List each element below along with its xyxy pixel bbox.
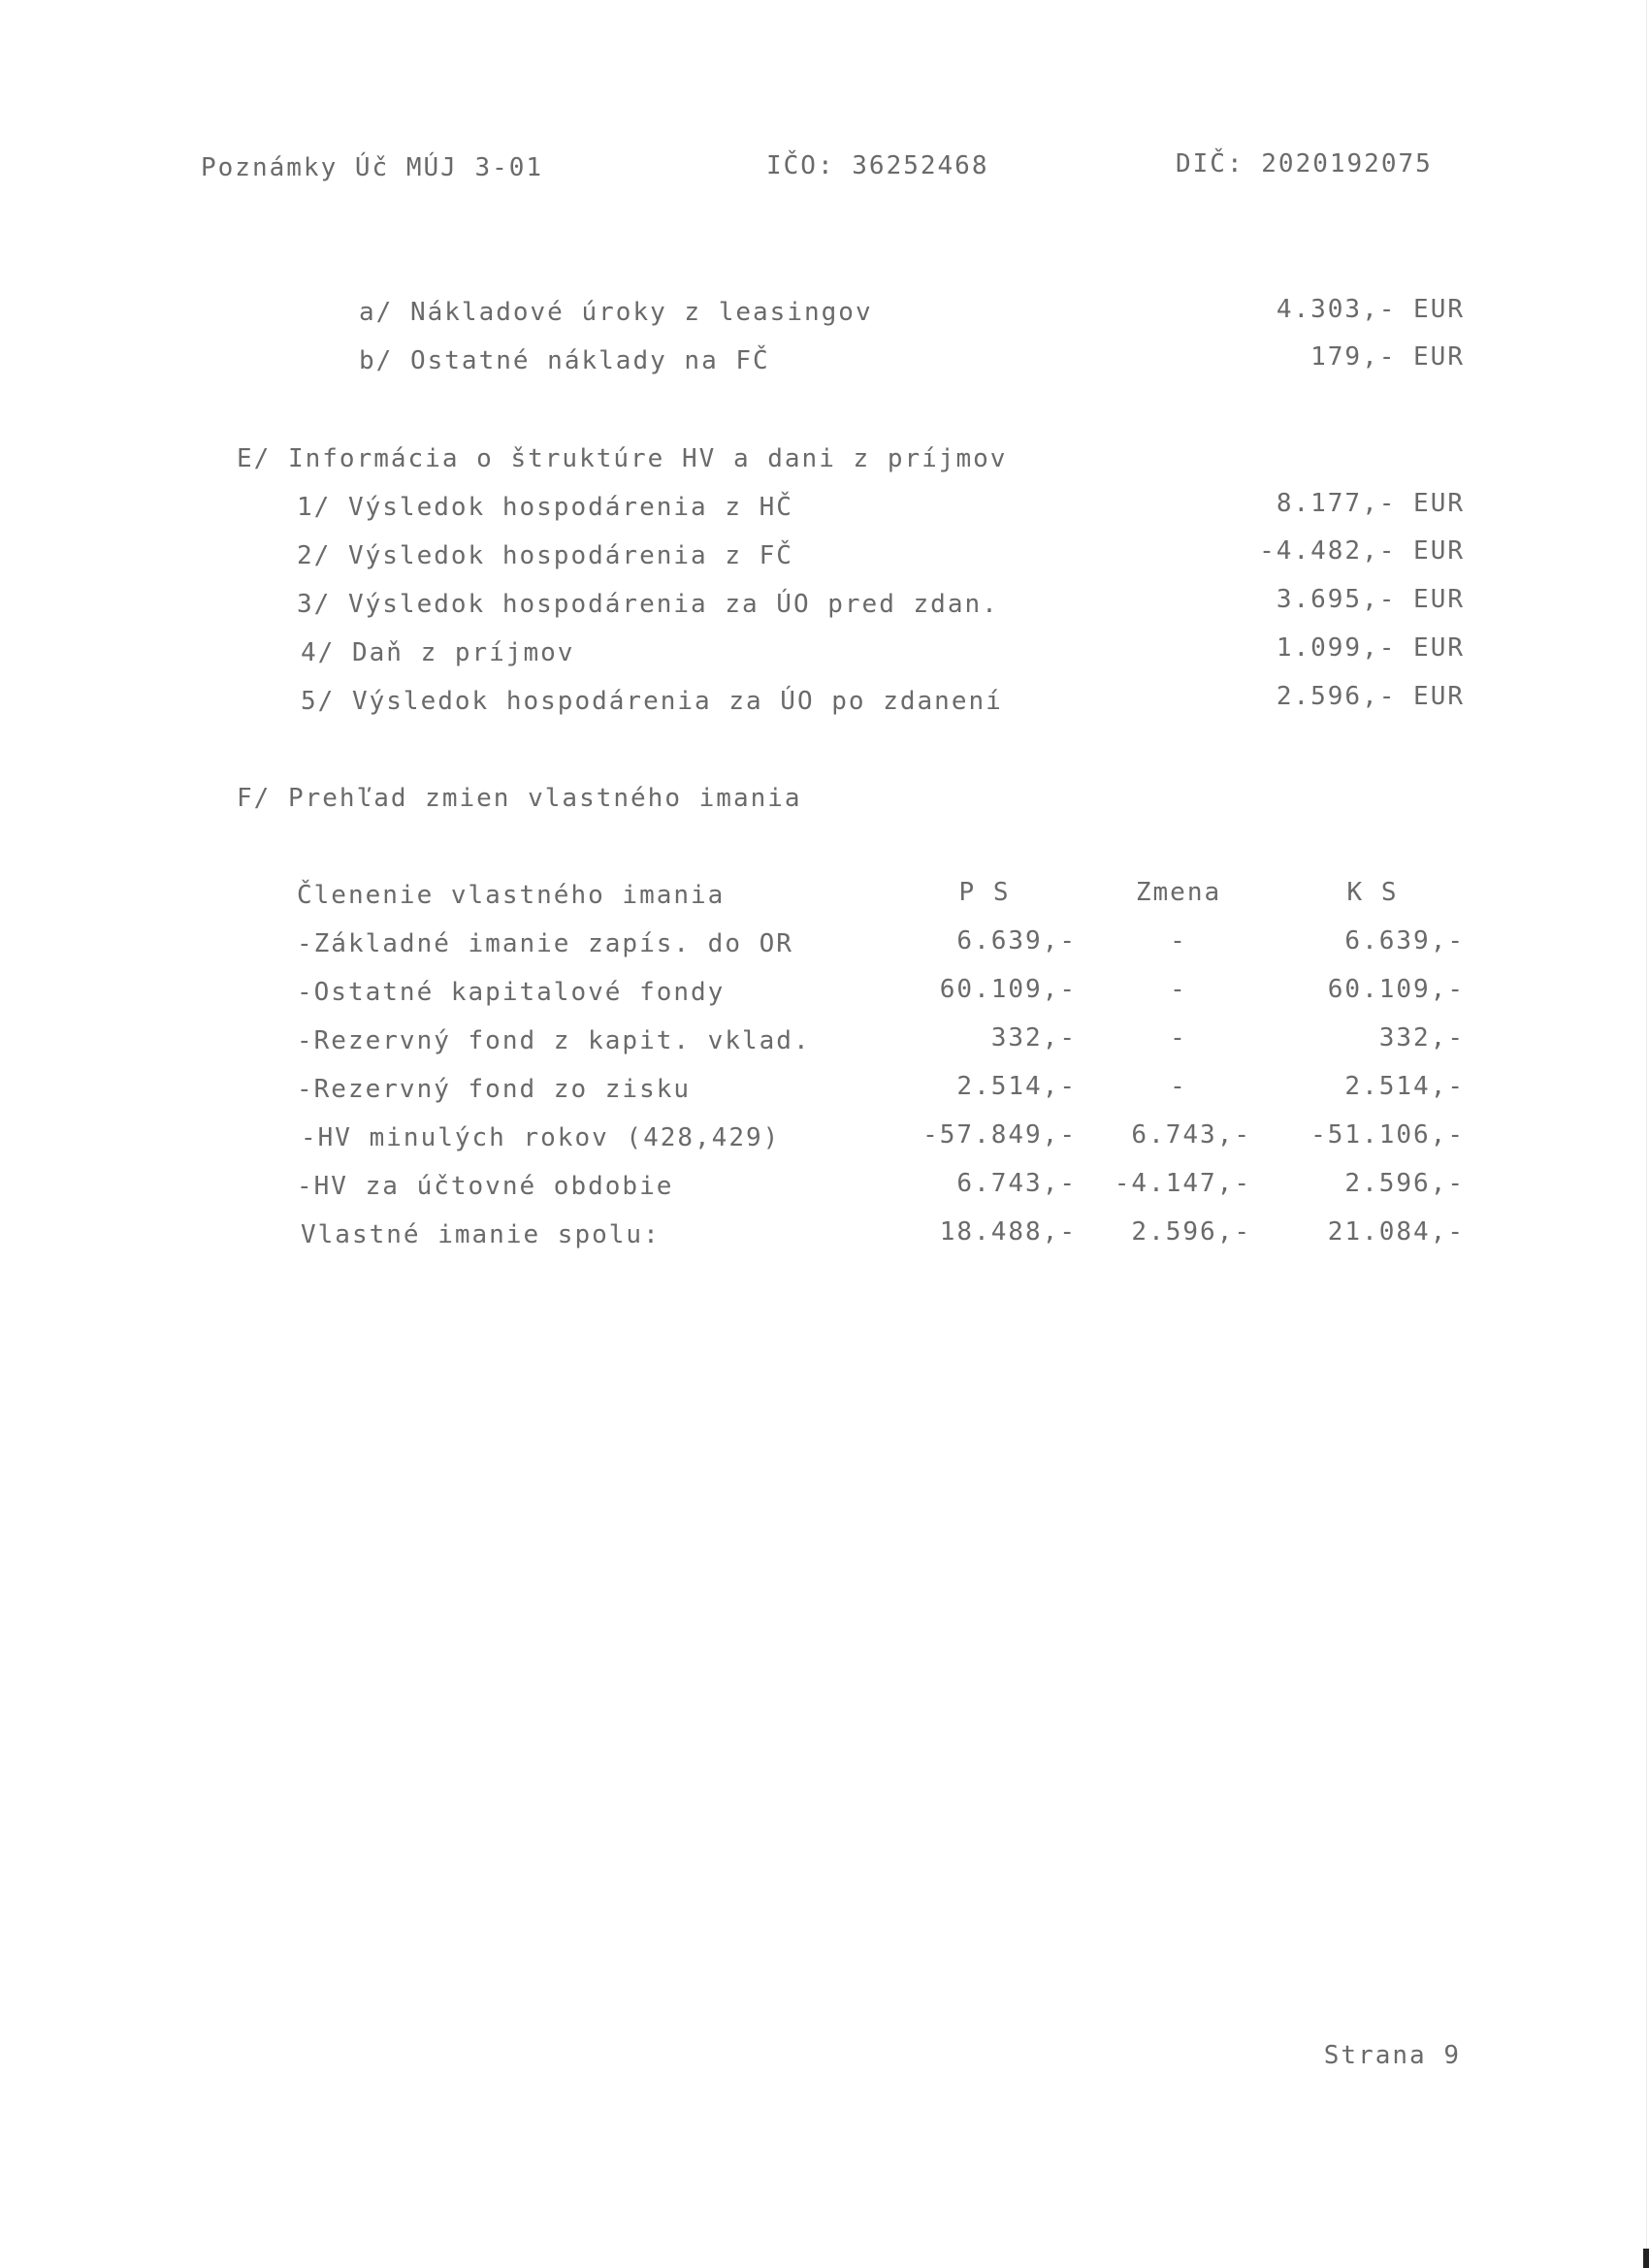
- section-e-label-3: 3/ Výsledok hospodárenia za ÚO pred zdan.: [297, 590, 999, 619]
- equity-total-zmena: 2.596,-: [1131, 1217, 1251, 1247]
- financial-cost-value-a: 4.303,- EUR: [1276, 295, 1465, 324]
- section-e-value-5: 2.596,- EUR: [1276, 682, 1465, 711]
- section-e-label-1: 1/ Výsledok hospodárenia z HČ: [297, 493, 793, 522]
- header-dic: DIČ: 2020192075: [1176, 149, 1433, 178]
- section-e-label-4: 4/ Daň z príjmov: [301, 638, 575, 667]
- section-e-value-3: 3.695,- EUR: [1276, 585, 1465, 614]
- equity-row-ps: 6.743,-: [956, 1169, 1077, 1198]
- equity-row-label: -HV minulých rokov (428,429): [301, 1123, 781, 1152]
- equity-table-header-ks: K S: [1346, 878, 1399, 907]
- scan-edge-line: [1646, 0, 1647, 2268]
- equity-row-zmena: -: [1170, 926, 1187, 956]
- section-e-label-5: 5/ Výsledok hospodárenia za ÚO po zdanení: [301, 687, 1003, 716]
- equity-row-ps: -57.849,-: [922, 1120, 1077, 1150]
- equity-table-header-label: Členenie vlastného imania: [297, 881, 726, 910]
- equity-row-ks: 2.596,-: [1344, 1169, 1465, 1198]
- equity-table-header-zmena: Zmena: [1135, 878, 1222, 907]
- equity-row-ks: -51.106,-: [1310, 1120, 1465, 1150]
- financial-cost-label-b: b/ Ostatné náklady na FČ: [359, 346, 770, 375]
- section-e-value-1: 8.177,- EUR: [1276, 489, 1465, 518]
- equity-total-ps: 18.488,-: [939, 1217, 1077, 1247]
- page-number: Strana 9: [1323, 2041, 1461, 2070]
- section-f-title: F/ Prehľad zmien vlastného imania: [237, 784, 802, 813]
- equity-total-ks: 21.084,-: [1327, 1217, 1465, 1247]
- section-e-value-2: -4.482,- EUR: [1259, 536, 1465, 566]
- equity-row-zmena: 6.743,-: [1131, 1120, 1251, 1150]
- equity-row-zmena: -: [1170, 1072, 1187, 1101]
- header-title: Poznámky Úč MÚJ 3-01: [201, 153, 544, 182]
- equity-row-zmena: -: [1170, 975, 1187, 1004]
- scan-mark: [1643, 2249, 1649, 2268]
- equity-row-label: -Základné imanie zapís. do OR: [297, 929, 793, 958]
- equity-row-label: -HV za účtovné obdobie: [297, 1172, 674, 1201]
- equity-row-ks: 2.514,-: [1344, 1072, 1465, 1101]
- equity-table-header-ps: P S: [958, 878, 1011, 907]
- section-e-label-2: 2/ Výsledok hospodárenia z FČ: [297, 541, 793, 570]
- equity-row-zmena: -4.147,-: [1114, 1169, 1251, 1198]
- section-e-title: E/ Informácia o štruktúre HV a dani z príjmov: [237, 444, 1008, 473]
- equity-row-ps: 2.514,-: [956, 1072, 1077, 1101]
- equity-row-label: -Ostatné kapitalové fondy: [297, 978, 726, 1007]
- equity-row-zmena: -: [1170, 1023, 1187, 1053]
- equity-row-ks: 6.639,-: [1344, 926, 1465, 956]
- equity-row-ps: 332,-: [990, 1023, 1077, 1053]
- equity-row-ps: 6.639,-: [956, 926, 1077, 956]
- section-e-value-4: 1.099,- EUR: [1276, 633, 1465, 663]
- header-ico: IČO: 36252468: [766, 151, 989, 180]
- financial-cost-label-a: a/ Nákladové úroky z leasingov: [359, 298, 873, 327]
- financial-cost-value-b: 179,- EUR: [1310, 342, 1465, 372]
- equity-row-label: -Rezervný fond zo zisku: [297, 1075, 692, 1104]
- equity-row-ks: 332,-: [1378, 1023, 1465, 1053]
- equity-row-ks: 60.109,-: [1327, 975, 1465, 1004]
- equity-total-label: Vlastné imanie spolu:: [301, 1220, 661, 1249]
- equity-row-label: -Rezervný fond z kapit. vklad.: [297, 1026, 811, 1055]
- equity-row-ps: 60.109,-: [939, 975, 1077, 1004]
